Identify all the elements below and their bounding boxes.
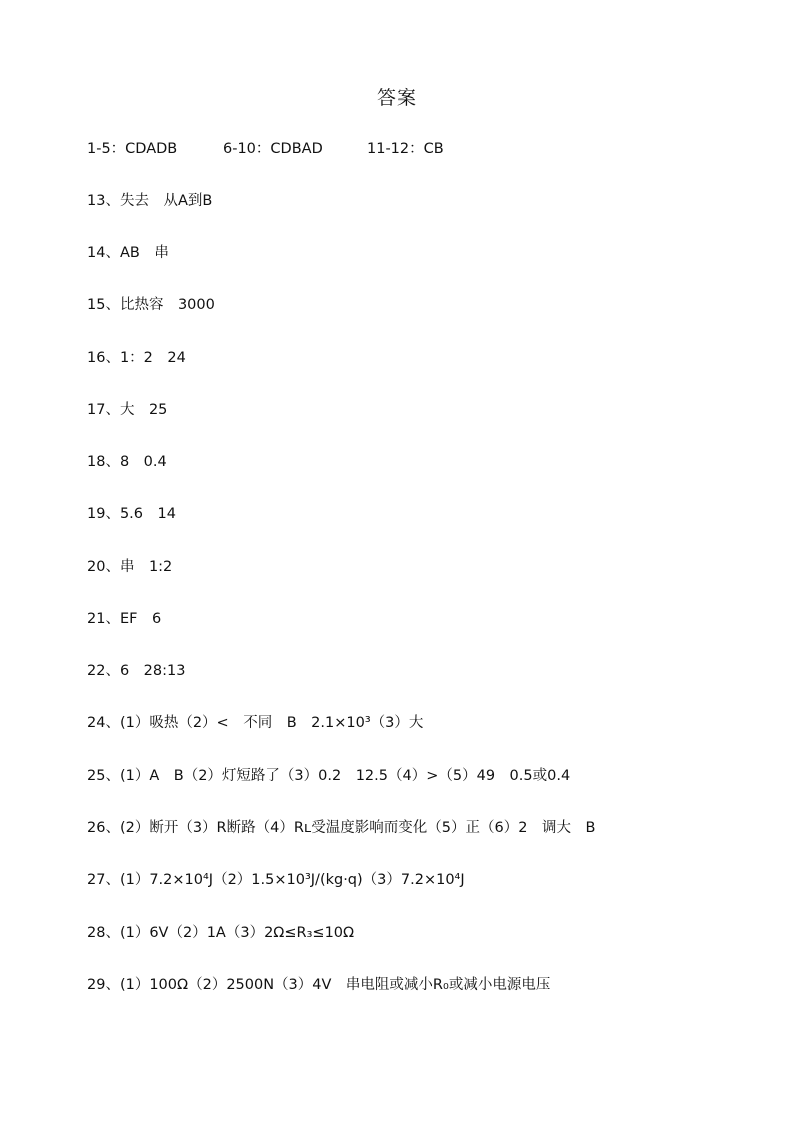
answer-22: 22、6 28:13 bbox=[87, 663, 186, 679]
answer-11-12: 11-12：CB bbox=[367, 141, 444, 157]
answer-14: 14、AB 串 bbox=[87, 245, 169, 261]
answer-13: 13、失去 从A到B bbox=[87, 193, 213, 209]
answer-16: 16、1：2 24 bbox=[87, 350, 186, 366]
answer-28: 28、(1）6V（2）1A（3）2Ω≤R₃≤10Ω bbox=[87, 925, 355, 941]
answer-27: 27、(1）7.2×10⁴J（2）1.5×10³J/(kg·q)（3）7.2×10⁴J bbox=[87, 872, 465, 888]
answer-19: 19、5.6 14 bbox=[87, 506, 176, 522]
answer-1-5: 1-5：CDADB bbox=[87, 141, 178, 157]
answer-17: 17、大 25 bbox=[87, 402, 168, 418]
answer-20: 20、串 1:2 bbox=[87, 559, 173, 575]
answer-24: 24、(1）吸热（2）< 不同 B 2.1×10³（3）大 bbox=[87, 715, 424, 731]
answer-29: 29、(1）100Ω（2）2500N（3）4V 串电阻或减小R₀或减小电源电压 bbox=[87, 977, 551, 993]
answer-26: 26、(2）断开（3）R断路（4）Rʟ受温度影响而变化（5）正（6）2 调大 B bbox=[87, 820, 596, 836]
answer-6-10: 6-10：CDBAD bbox=[223, 141, 323, 157]
answer-15: 15、比热容 3000 bbox=[87, 297, 215, 313]
answer-25: 25、(1）A B（2）灯短路了（3）0.2 12.5（4）>（5）49 0.5或0.4 bbox=[87, 768, 571, 784]
answer-21: 21、EF 6 bbox=[87, 611, 162, 627]
page-title: 答案 bbox=[376, 87, 417, 109]
answer-18: 18、8 0.4 bbox=[87, 454, 167, 470]
